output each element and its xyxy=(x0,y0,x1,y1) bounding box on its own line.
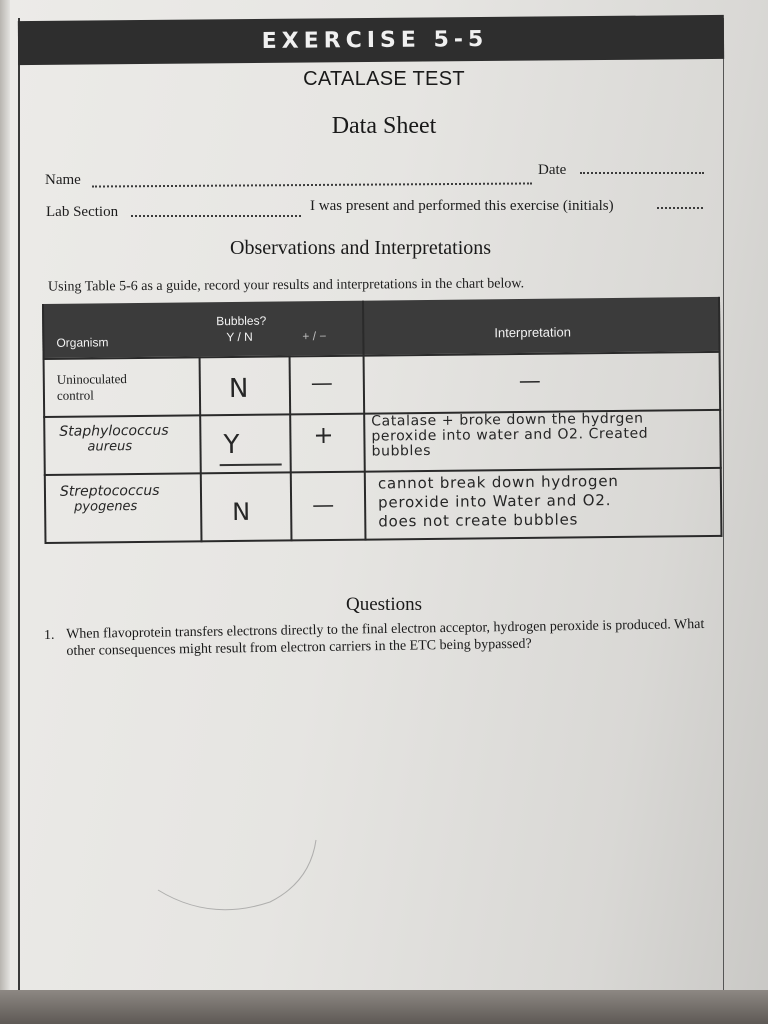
page-subtitle: Data Sheet xyxy=(331,113,437,139)
interpretation-line: peroxide into water and O2. Created xyxy=(371,425,649,445)
present-label: I was present and performed this exercise (initials) xyxy=(310,198,614,214)
instructions-text: Using Table 5-6 as a guide, record your results and interpretations in the chart below. xyxy=(47,276,525,295)
exercise-banner xyxy=(18,15,724,65)
page-edge xyxy=(0,0,10,1024)
organism-name-line2: control xyxy=(56,387,94,403)
interpretation-value xyxy=(371,412,648,460)
lab-section-field[interactable] xyxy=(131,215,301,217)
interpretation-line: peroxide into Water and O2. xyxy=(378,491,612,512)
bubbles-underline xyxy=(220,463,282,466)
organism-name-line2: pyogenes xyxy=(74,499,138,515)
initials-field[interactable] xyxy=(657,207,703,209)
lab-section-label: Lab Section xyxy=(46,204,119,220)
bubbles-value: N xyxy=(232,497,251,527)
interpretation-header: Interpretation xyxy=(494,324,572,341)
interpretation-line: bubbles xyxy=(371,442,432,460)
organism-name: Uninoculated xyxy=(56,371,127,387)
questions-heading: Questions xyxy=(346,594,422,615)
date-field[interactable] xyxy=(580,172,704,174)
col-divider-1 xyxy=(199,356,203,542)
interpretation-line: cannot break down hydrogen xyxy=(377,471,619,493)
sign-value: + xyxy=(313,420,334,450)
col-divider-2 xyxy=(289,355,293,541)
date-label: Date xyxy=(538,162,567,178)
organism-name-line2: aureus xyxy=(87,439,133,455)
name-label: Name xyxy=(45,172,81,188)
sign-value: — xyxy=(310,370,333,397)
observations-heading: Observations and Interpretations xyxy=(230,237,492,259)
bubbles-value: Y xyxy=(223,429,240,461)
pencil-mark xyxy=(150,820,330,920)
bubbles-header: Bubbles? xyxy=(216,313,267,329)
page-title: CATALASE TEST xyxy=(303,68,465,90)
organism-name: Staphylococcus xyxy=(59,422,169,440)
interpretation-value xyxy=(378,472,619,532)
organism-name: Streptococcus xyxy=(59,482,160,500)
table-header xyxy=(42,297,721,358)
interpretation-line: Catalase + broke down the hydrgen xyxy=(371,410,644,430)
bubbles-value: N xyxy=(228,373,249,405)
results-table xyxy=(42,297,722,544)
background-surface xyxy=(0,990,768,1024)
organism-header: Organism xyxy=(56,335,109,350)
bubbles-yn-header: Y / N xyxy=(226,329,253,345)
question-text: When flavoprotein transfers electrons directly to the final electron acceptor, hydrogen peroxide is produced. What other consequences might result from electron carriers in the ETC being bypassed? xyxy=(66,616,705,659)
exercise-number: EXERCISE 5-5 xyxy=(261,26,489,54)
sign-value: — xyxy=(311,492,335,519)
interpretation-value: — xyxy=(518,368,541,395)
question-number: 1. xyxy=(44,628,55,643)
sign-header: + / − xyxy=(302,329,327,344)
interpretation-line: does not create bubbles xyxy=(378,510,579,531)
